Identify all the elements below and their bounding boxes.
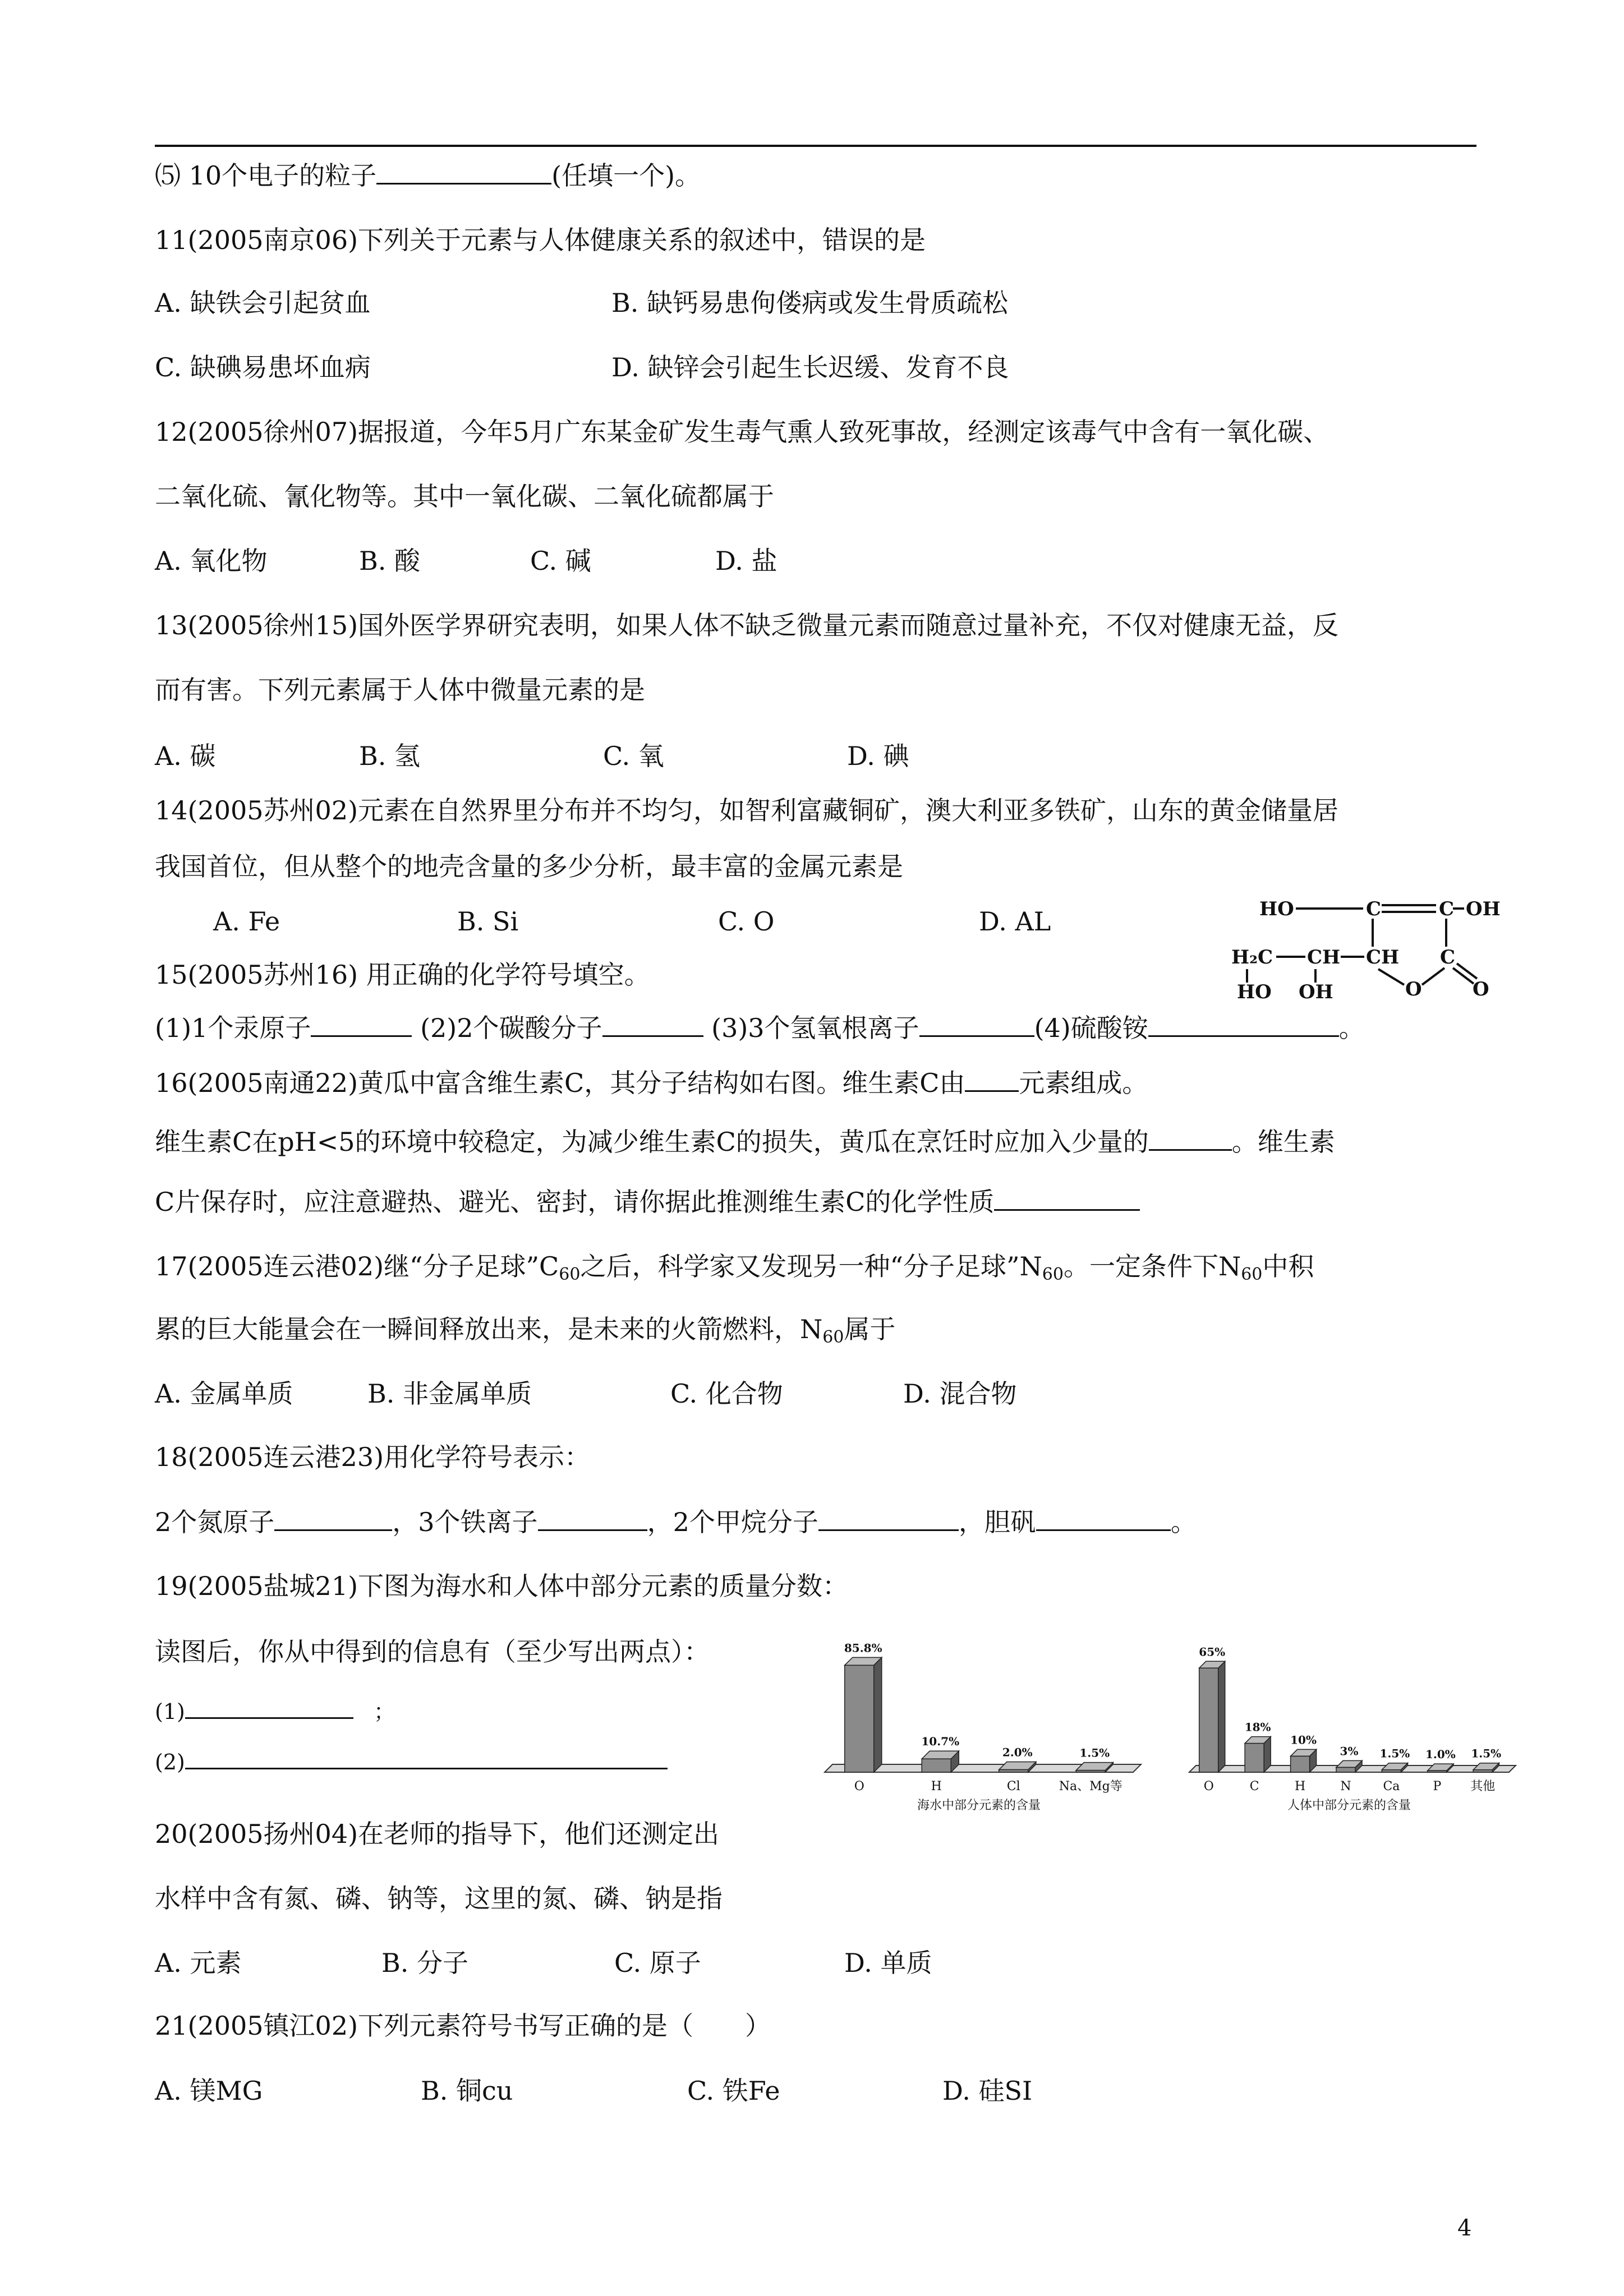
q14-option-b[interactable]: B. Si <box>457 906 519 937</box>
q19-item2 <box>155 1745 668 1779</box>
bar-side-0 <box>1218 1661 1225 1772</box>
q12-stem-line2: 二氧化硫、氰化物等。其中一氧化碳、二氧化硫都属于 <box>155 481 774 511</box>
human-body-element-chart <box>1189 1646 1531 1820</box>
tick-label-1: C <box>1249 1779 1259 1794</box>
value-label-2: 2.0% <box>1002 1745 1033 1759</box>
q17-text-b: 之后，科学家又发现另一种“分子足球”N <box>580 1251 1042 1281</box>
answer-blank[interactable] <box>818 1505 959 1531</box>
q16-line3 <box>155 1184 1140 1219</box>
q20-line2: 水样中含有氮、磷、钠等，这里的氮、磷、钠是指 <box>155 1883 723 1914</box>
q16-line2 <box>155 1124 1335 1159</box>
bar-3 <box>1076 1771 1105 1772</box>
q17-line2-end: 属于 <box>844 1314 896 1344</box>
q16-line2-text: 维生素C在pH<5的环境中较稳定，为减少维生素C的损失，黄瓜在烹饪时应加入少量的 <box>155 1127 1149 1157</box>
q13-stem-line2: 而有害。下列元素属于人体中微量元素的是 <box>155 675 645 705</box>
q21-option-c[interactable]: C. 铁Fe <box>687 2076 780 2106</box>
q12-option-c[interactable]: C. 碱 <box>530 546 591 576</box>
q20-option-a[interactable]: A. 元素 <box>155 1948 242 1978</box>
q15-part1: (1)1个汞原子 <box>155 1013 311 1043</box>
structure-oh-bottom: OH <box>1299 981 1333 1003</box>
bar-1 <box>922 1759 951 1772</box>
value-label-2: 10% <box>1290 1733 1317 1747</box>
answer-blank[interactable] <box>1149 1124 1232 1151</box>
q16-line1-end: 元素组成。 <box>1019 1068 1148 1098</box>
q18-blanks <box>155 1505 1197 1539</box>
chart-caption: 海水中部分元素的含量 <box>917 1799 1041 1813</box>
answer-blank[interactable] <box>185 1696 353 1719</box>
q14-option-d[interactable]: D. AL <box>979 906 1051 937</box>
answer-blank[interactable] <box>965 1066 1019 1092</box>
q20-option-d[interactable]: D. 单质 <box>844 1948 932 1978</box>
q12-option-d[interactable]: D. 盐 <box>715 546 778 576</box>
structure-ch-mid: CH <box>1307 946 1341 969</box>
structure-ch-ring: CH <box>1366 946 1400 969</box>
q17-line1 <box>155 1250 1314 1283</box>
header-rule <box>155 145 1476 147</box>
value-label-1: 10.7% <box>921 1735 960 1749</box>
bar-3 <box>1336 1767 1355 1772</box>
value-label-0: 65% <box>1199 1645 1226 1659</box>
q17-text-d: 中积 <box>1262 1251 1314 1281</box>
q18-stem: 18(2005连云港23)用化学符号表示： <box>155 1442 591 1472</box>
q18-part3: ，2个甲烷分子 <box>647 1507 818 1537</box>
q19-stem: 19(2005盐城21)下图为海水和人体中部分元素的质量分数： <box>155 1571 849 1601</box>
q17-text-a: 17(2005连云港02)继“分子足球”C <box>155 1251 559 1281</box>
q15-part2: (2)2个碳酸分子 <box>420 1013 602 1043</box>
q17-sub-b: 60 <box>1042 1265 1064 1284</box>
q18-end: 。 <box>1170 1507 1197 1537</box>
value-label-3: 3% <box>1340 1744 1359 1758</box>
answer-blank[interactable] <box>376 158 551 185</box>
q13-stem-line1: 13(2005徐州15)国外医学界研究表明，如果人体不缺乏微量元素而随意过量补充，不仅对健康无益，反 <box>155 610 1339 640</box>
q20-option-b[interactable]: B. 分子 <box>381 1948 469 1978</box>
bar-6 <box>1473 1770 1492 1772</box>
tick-label-2: Cl <box>1006 1779 1020 1794</box>
q19-read: 读图后，你从中得到的信息有（至少写出两点）： <box>155 1636 710 1667</box>
q19-item1 <box>155 1695 395 1728</box>
q13-option-a[interactable]: A. 碳 <box>155 741 216 771</box>
q20-line1: 20(2005扬州04)在老师的指导下，他们还测定出 <box>155 1819 720 1849</box>
q14-stem-line1: 14(2005苏州02)元素在自然界里分布并不均匀，如智利富藏铜矿，澳大利亚多铁矿，山东的黄金储量居 <box>155 795 1339 826</box>
structure-oh-right: OH <box>1466 898 1501 920</box>
q21-option-b[interactable]: B. 铜cu <box>421 2076 513 2106</box>
answer-blank[interactable] <box>1148 1011 1339 1037</box>
tick-label-0: O <box>1203 1779 1214 1794</box>
bar-4 <box>1382 1770 1401 1772</box>
q21-option-d[interactable]: D. 硅SI <box>942 2076 1033 2106</box>
q17-sub-c: 60 <box>1241 1265 1263 1284</box>
q15-end: 。 <box>1338 1013 1365 1043</box>
q21-option-a[interactable]: A. 镁MG <box>155 2076 263 2106</box>
structure-ho-left: HO <box>1259 898 1294 920</box>
q10-part5 <box>155 158 701 192</box>
answer-blank[interactable] <box>1036 1505 1171 1531</box>
q14-option-a[interactable]: A. Fe <box>213 906 280 937</box>
tick-label-4: Ca <box>1383 1779 1400 1794</box>
structure-o-ring: O <box>1405 978 1422 1001</box>
q17-option-d[interactable]: D. 混合物 <box>903 1378 1017 1409</box>
tick-label-2: H <box>1294 1779 1306 1794</box>
q17-option-b[interactable]: B. 非金属单质 <box>367 1378 532 1409</box>
tick-label-6: 其他 <box>1470 1779 1496 1794</box>
value-label-3: 1.5% <box>1079 1746 1110 1760</box>
q11-option-a[interactable]: A. 缺铁会引起贫血 <box>155 288 371 318</box>
q21-stem: 21(2005镇江02)下列元素符号书写正确的是（ ） <box>155 2011 771 2041</box>
q15-blanks <box>155 1011 1365 1045</box>
page-number: 4 <box>1457 2215 1472 2241</box>
tick-label-3: Na、Mg等 <box>1059 1779 1122 1794</box>
answer-blank[interactable] <box>311 1011 412 1037</box>
q10-part5-suffix: (任填一个)。 <box>551 160 701 191</box>
q17-sub-a: 60 <box>559 1265 581 1284</box>
tick-label-1: H <box>931 1779 942 1794</box>
q16-line1 <box>155 1066 1148 1100</box>
answer-blank[interactable] <box>602 1011 703 1037</box>
q16-line1-text: 16(2005南通22)黄瓜中富含维生素C，其分子结构如右图。维生素C由 <box>155 1068 965 1098</box>
q12-option-a[interactable]: A. 氧化物 <box>155 546 268 576</box>
q11-option-b[interactable]: B. 缺钙易患佝偻病或发生骨质疏松 <box>611 288 1009 318</box>
q18-part1: 2个氮原子 <box>155 1507 275 1537</box>
q18-part2: ，3个铁离子 <box>392 1507 538 1537</box>
q16-line3-text: C片保存时，应注意避热、避光、密封，请你据此推测维生素C的化学性质 <box>155 1187 995 1217</box>
tick-label-0: O <box>854 1779 864 1794</box>
bar-2 <box>1291 1756 1310 1772</box>
q19-item2-label: (2) <box>155 1750 185 1774</box>
q13-option-d[interactable]: D. 碘 <box>847 741 909 771</box>
value-label-6: 1.5% <box>1471 1746 1502 1760</box>
q17-option-c[interactable]: C. 化合物 <box>670 1378 783 1409</box>
chart-caption: 人体中部分元素的含量 <box>1287 1799 1411 1813</box>
value-label-4: 1.5% <box>1379 1746 1410 1760</box>
vitamin-c-structure <box>1231 886 1501 1009</box>
q14-stem-line2: 我国首位，但从整个的地壳含量的多少分析，最丰富的金属元素是 <box>155 851 903 882</box>
bar-0 <box>1199 1668 1218 1772</box>
bar-1 <box>1245 1744 1264 1772</box>
q11-option-d[interactable]: D. 缺锌会引起生长迟缓、发育不良 <box>611 352 1009 382</box>
answer-blank[interactable] <box>919 1011 1034 1037</box>
bar-5 <box>1428 1771 1447 1772</box>
q11-stem: 11(2005南京06)下列关于元素与人体健康关系的叙述中，错误的是 <box>155 225 926 255</box>
q17-text-c: 。一定条件下N <box>1063 1251 1241 1281</box>
q17-line2 <box>155 1312 895 1346</box>
structure-c1: C <box>1366 898 1382 920</box>
q12-option-b[interactable]: B. 酸 <box>359 546 421 576</box>
q19-item1-end: ； <box>374 1699 395 1724</box>
answer-blank[interactable] <box>994 1184 1140 1211</box>
q17-line2-text: 累的巨大能量会在一瞬间释放出来，是未来的火箭燃料，N <box>155 1314 823 1344</box>
structure-o-carbonyl: O <box>1473 978 1489 1001</box>
q16-line2-end: 。维生素 <box>1231 1127 1335 1157</box>
bar-2 <box>999 1770 1028 1772</box>
q15-part3: (3)3个氢氧根离子 <box>711 1013 919 1043</box>
q12-stem-line1: 12(2005徐州07)据报道，今年5月广东某金矿发生毒气熏人致死事故，经测定该毒气中含有一氧化碳、 <box>155 417 1329 447</box>
q15-stem: 15(2005苏州16) 用正确的化学符号填空。 <box>155 960 650 990</box>
q11-option-c[interactable]: C. 缺碘易患坏血病 <box>155 352 371 382</box>
q17-option-a[interactable]: A. 金属单质 <box>155 1378 293 1409</box>
q14-option-c[interactable]: C. O <box>718 906 775 937</box>
q13-option-c[interactable]: C. 氧 <box>603 741 664 771</box>
answer-blank[interactable] <box>185 1746 668 1769</box>
seawater-element-chart <box>819 1641 1167 1820</box>
structure-ho-bottom: HO <box>1237 981 1272 1003</box>
bar-0 <box>845 1665 874 1772</box>
value-label-0: 85.8% <box>844 1641 882 1655</box>
q13-option-b[interactable]: B. 氢 <box>359 741 421 771</box>
value-label-1: 18% <box>1244 1720 1271 1734</box>
tick-label-5: P <box>1433 1779 1442 1794</box>
q10-part5-text: ⑸ 10个电子的粒子 <box>155 160 377 191</box>
structure-c-ring: C <box>1440 946 1456 969</box>
tick-label-3: N <box>1340 1779 1351 1794</box>
structure-h2c: H₂C <box>1231 946 1273 969</box>
bar-side-0 <box>874 1657 882 1772</box>
q15-part4: (4)硫酸铵 <box>1034 1013 1148 1043</box>
structure-c2: C <box>1439 898 1455 920</box>
q19-item1-label: (1) <box>155 1699 185 1724</box>
answer-blank[interactable] <box>274 1505 392 1531</box>
q20-option-c[interactable]: C. 原子 <box>614 1948 701 1978</box>
value-label-5: 1.0% <box>1425 1748 1456 1762</box>
answer-blank[interactable] <box>538 1505 647 1531</box>
q18-part4: ，胆矾 <box>958 1507 1036 1537</box>
q17-line2-sub: 60 <box>822 1327 844 1347</box>
